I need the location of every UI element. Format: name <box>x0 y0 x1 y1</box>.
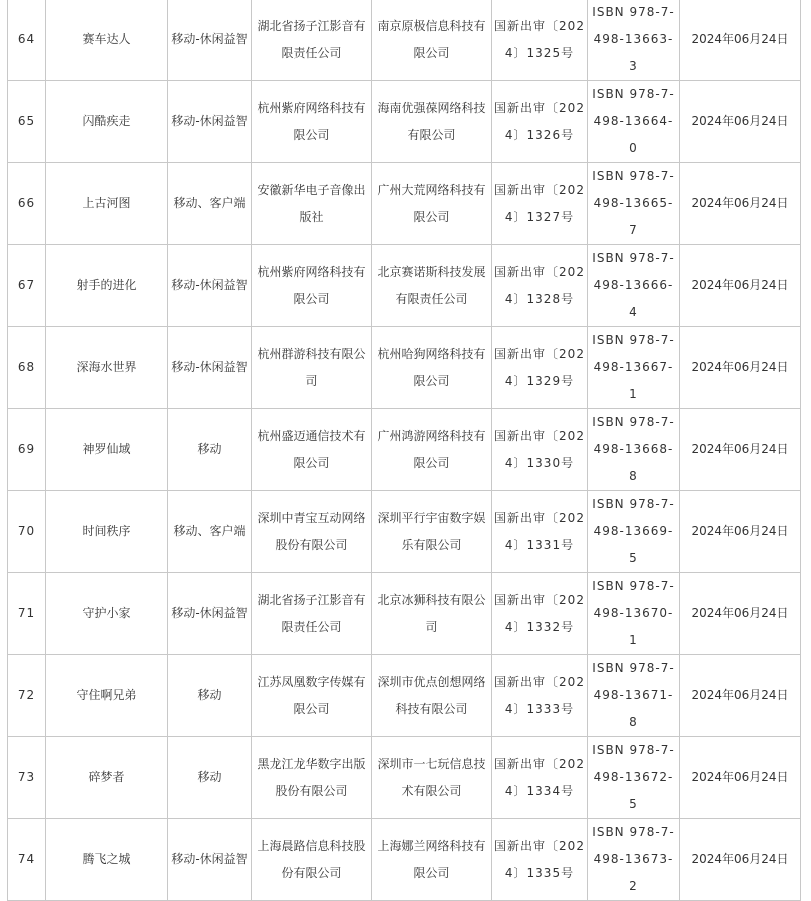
game-name-cell: 碎梦者 <box>46 737 168 819</box>
game-type-cell: 移动-休闲益智 <box>168 819 252 901</box>
approval-date-cell: 2024年06月24日 <box>680 655 801 737</box>
approval-number-cell: 国新出审〔2024〕1332号 <box>492 573 588 655</box>
operator-cell: 深圳平行宇宙数字娱乐有限公司 <box>372 491 492 573</box>
table-row <box>8 737 801 819</box>
isbn-cell: ISBN 978-7-498-13669-5 <box>588 491 680 573</box>
row-number-cell: 67 <box>8 245 46 327</box>
table-row <box>8 573 801 655</box>
operator-cell: 南京原极信息科技有限公司 <box>372 0 492 81</box>
approval-number-cell: 国新出审〔2024〕1335号 <box>492 819 588 901</box>
isbn-cell: ISBN 978-7-498-13672-5 <box>588 737 680 819</box>
table-row <box>8 409 801 491</box>
game-type-cell: 移动-休闲益智 <box>168 327 252 409</box>
game-type-cell: 移动-休闲益智 <box>168 573 252 655</box>
game-name-cell: 守护小家 <box>46 573 168 655</box>
approval-date-cell: 2024年06月24日 <box>680 819 801 901</box>
table-row <box>8 245 801 327</box>
isbn-cell: ISBN 978-7-498-13667-1 <box>588 327 680 409</box>
game-name-cell: 上古河图 <box>46 163 168 245</box>
approval-date-cell: 2024年06月24日 <box>680 573 801 655</box>
publisher-cell: 杭州群游科技有限公司 <box>252 327 372 409</box>
table-row <box>8 655 801 737</box>
approval-number-cell: 国新出审〔2024〕1334号 <box>492 737 588 819</box>
game-type-cell: 移动、客户端 <box>168 491 252 573</box>
approval-number-cell: 国新出审〔2024〕1328号 <box>492 245 588 327</box>
publisher-cell: 黑龙江龙华数字出版股份有限公司 <box>252 737 372 819</box>
game-type-cell: 移动 <box>168 655 252 737</box>
operator-cell: 北京冰狮科技有限公司 <box>372 573 492 655</box>
operator-cell: 广州大荒网络科技有限公司 <box>372 163 492 245</box>
game-type-cell: 移动 <box>168 737 252 819</box>
approval-number-cell: 国新出审〔2024〕1331号 <box>492 491 588 573</box>
publisher-cell: 深圳中青宝互动网络股份有限公司 <box>252 491 372 573</box>
game-type-cell: 移动、客户端 <box>168 163 252 245</box>
row-number-cell: 71 <box>8 573 46 655</box>
publisher-cell: 安徽新华电子音像出版社 <box>252 163 372 245</box>
row-number-cell: 64 <box>8 0 46 81</box>
table-row <box>8 163 801 245</box>
approval-date-cell: 2024年06月24日 <box>680 0 801 81</box>
publisher-cell: 杭州紫府网络科技有限公司 <box>252 245 372 327</box>
isbn-cell: ISBN 978-7-498-13663-3 <box>588 0 680 81</box>
game-name-cell: 射手的进化 <box>46 245 168 327</box>
row-number-cell: 73 <box>8 737 46 819</box>
game-name-cell: 腾飞之城 <box>46 819 168 901</box>
game-type-cell: 移动-休闲益智 <box>168 245 252 327</box>
operator-cell: 广州鸿游网络科技有限公司 <box>372 409 492 491</box>
game-type-cell: 移动-休闲益智 <box>168 81 252 163</box>
approval-number-cell: 国新出审〔2024〕1329号 <box>492 327 588 409</box>
operator-cell: 深圳市优点创想网络科技有限公司 <box>372 655 492 737</box>
game-name-cell: 赛车达人 <box>46 0 168 81</box>
table-row <box>8 491 801 573</box>
game-name-cell: 闪酷疾走 <box>46 81 168 163</box>
table-row <box>8 327 801 409</box>
operator-cell: 海南优强葆网络科技有限公司 <box>372 81 492 163</box>
isbn-cell: ISBN 978-7-498-13664-0 <box>588 81 680 163</box>
approval-date-cell: 2024年06月24日 <box>680 491 801 573</box>
operator-cell: 深圳市一七玩信息技术有限公司 <box>372 737 492 819</box>
approval-number-cell: 国新出审〔2024〕1327号 <box>492 163 588 245</box>
publisher-cell: 杭州紫府网络科技有限公司 <box>252 81 372 163</box>
publisher-cell: 江苏凤凰数字传媒有限公司 <box>252 655 372 737</box>
approval-date-cell: 2024年06月24日 <box>680 409 801 491</box>
operator-cell: 北京赛诺斯科技发展有限责任公司 <box>372 245 492 327</box>
game-name-cell: 深海水世界 <box>46 327 168 409</box>
approval-date-cell: 2024年06月24日 <box>680 327 801 409</box>
game-name-cell: 守住啊兄弟 <box>46 655 168 737</box>
row-number-cell: 72 <box>8 655 46 737</box>
isbn-cell: ISBN 978-7-498-13668-8 <box>588 409 680 491</box>
publisher-cell: 湖北省扬子江影音有限责任公司 <box>252 573 372 655</box>
publisher-cell: 上海晨路信息科技股份有限公司 <box>252 819 372 901</box>
isbn-cell: ISBN 978-7-498-13665-7 <box>588 163 680 245</box>
isbn-cell: ISBN 978-7-498-13670-1 <box>588 573 680 655</box>
approval-date-cell: 2024年06月24日 <box>680 737 801 819</box>
table-row <box>8 0 801 81</box>
row-number-cell: 69 <box>8 409 46 491</box>
game-name-cell: 神罗仙域 <box>46 409 168 491</box>
operator-cell: 上海娜兰网络科技有限公司 <box>372 819 492 901</box>
game-type-cell: 移动-休闲益智 <box>168 0 252 81</box>
row-number-cell: 66 <box>8 163 46 245</box>
approval-date-cell: 2024年06月24日 <box>680 81 801 163</box>
approval-date-cell: 2024年06月24日 <box>680 163 801 245</box>
publisher-cell: 湖北省扬子江影音有限责任公司 <box>252 0 372 81</box>
game-approval-table <box>7 0 801 901</box>
row-number-cell: 65 <box>8 81 46 163</box>
table-row <box>8 819 801 901</box>
approval-number-cell: 国新出审〔2024〕1330号 <box>492 409 588 491</box>
game-type-cell: 移动 <box>168 409 252 491</box>
row-number-cell: 70 <box>8 491 46 573</box>
operator-cell: 杭州哈狗网络科技有限公司 <box>372 327 492 409</box>
row-number-cell: 68 <box>8 327 46 409</box>
approval-date-cell: 2024年06月24日 <box>680 245 801 327</box>
table-row <box>8 81 801 163</box>
isbn-cell: ISBN 978-7-498-13671-8 <box>588 655 680 737</box>
row-number-cell: 74 <box>8 819 46 901</box>
game-name-cell: 时间秩序 <box>46 491 168 573</box>
approval-number-cell: 国新出审〔2024〕1333号 <box>492 655 588 737</box>
publisher-cell: 杭州盛迈通信技术有限公司 <box>252 409 372 491</box>
approval-number-cell: 国新出审〔2024〕1325号 <box>492 0 588 81</box>
isbn-cell: ISBN 978-7-498-13673-2 <box>588 819 680 901</box>
isbn-cell: ISBN 978-7-498-13666-4 <box>588 245 680 327</box>
approval-number-cell: 国新出审〔2024〕1326号 <box>492 81 588 163</box>
